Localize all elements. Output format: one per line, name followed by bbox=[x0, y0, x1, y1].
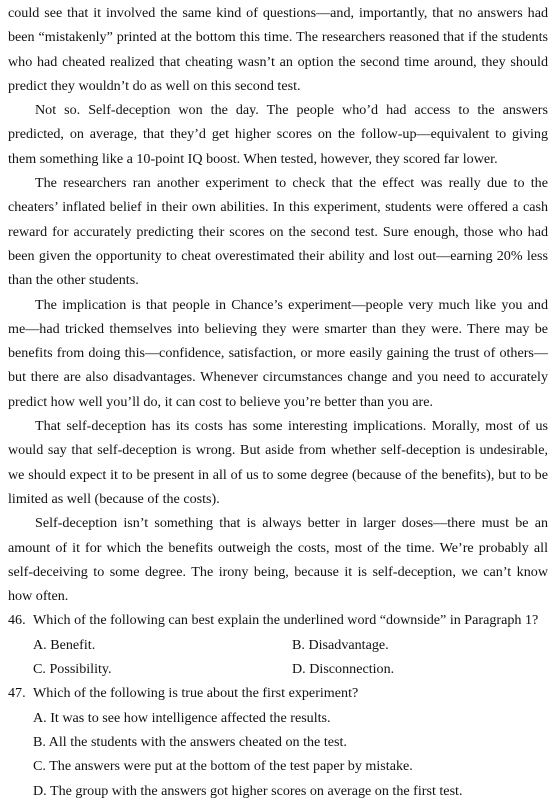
question-47-option-a[interactable]: A. It was to see how intelligence affected the results. bbox=[33, 709, 331, 726]
question-47-text: Which of the following is true about the first experiment? bbox=[33, 685, 359, 702]
paragraph-1: could see that it involved the same kind of questions—and, importantly, that no answers had been “mistakenly” printed at the bottom this time. The researchers reasoned that if the students who had cheated realized that cheating wasn’t an option the second time around, they should predict they wouldn’t do as well on this second test. bbox=[8, 5, 548, 94]
question-47-option-d[interactable]: D. The group with the answers got higher scores on average on the first test. bbox=[33, 782, 463, 799]
paragraph-4: The implication is that people in Chance’s experiment—people very much like you and me—had tricked themselves into believing they were smarter than they were. There may be benefits from doing this—confidence, satisfaction, or more easily gaining the trust of others—but there are also disadvantages. Whenever circumstances change and you need to accurately predict how well you’ll do, it can cost to believe you’re better than you are. bbox=[8, 296, 548, 410]
question-46-options-row-2 bbox=[8, 657, 548, 681]
passage bbox=[8, 1, 548, 608]
question-47-option-c[interactable]: C. The answers were put at the bottom of the test paper by mistake. bbox=[33, 758, 413, 775]
question-46-option-d[interactable]: D. Disconnection. bbox=[292, 661, 395, 678]
question-47-stem bbox=[8, 681, 548, 705]
question-46-number: 46. bbox=[8, 612, 26, 629]
question-47 bbox=[8, 681, 548, 802]
question-46-stem bbox=[8, 608, 548, 632]
paragraph-5: That self-deception has its costs has some interesting implications. Morally, most of us would say that self-deception is wrong. But aside from whether self-deception is undesirable, we should expect it to be present in all of us to some degree (because of the benefits), but to be limited as well (because of the costs). bbox=[8, 418, 548, 507]
question-46 bbox=[8, 608, 548, 681]
question-46-text: Which of the following can best explain the underlined word “downside” in Paragraph 1? bbox=[33, 612, 539, 629]
paragraph-2: Not so. Self-deception won the day. The people who’d had access to the answers predicted, on average, that they’d get higher scores on the follow-up—equivalent to giving them something like a 10-point IQ boost. When tested, however, they scored far lower. bbox=[8, 102, 548, 167]
question-47-option-b[interactable]: B. All the students with the answers cheated on the test. bbox=[33, 733, 347, 750]
question-46-option-c[interactable]: C. Possibility. bbox=[33, 661, 112, 678]
paragraph-6: Self-deception isn’t something that is always better in larger doses—there must be an amount of it for which the benefits outweigh the costs, most of the time. We’re probably all self-deceiving to some degree. The irony being, because it is self-deception, we can’t know how often. bbox=[8, 515, 548, 605]
question-47-number: 47. bbox=[8, 685, 26, 702]
question-46-options-row-1 bbox=[8, 633, 548, 657]
paragraph-3: The researchers ran another experiment to check that the effect was really due to the cheaters’ inflated belief in their own abilities. In this experiment, students were offered a cash reward for accurately predicting their scores on the second test. Sure enough, those who had been given the opportunity to cheat overestimated their ability and lost out—earning 20% less than the other students. bbox=[8, 175, 548, 289]
question-46-option-a[interactable]: A. Benefit. bbox=[33, 636, 96, 653]
question-46-option-b[interactable]: B. Disadvantage. bbox=[292, 636, 389, 653]
